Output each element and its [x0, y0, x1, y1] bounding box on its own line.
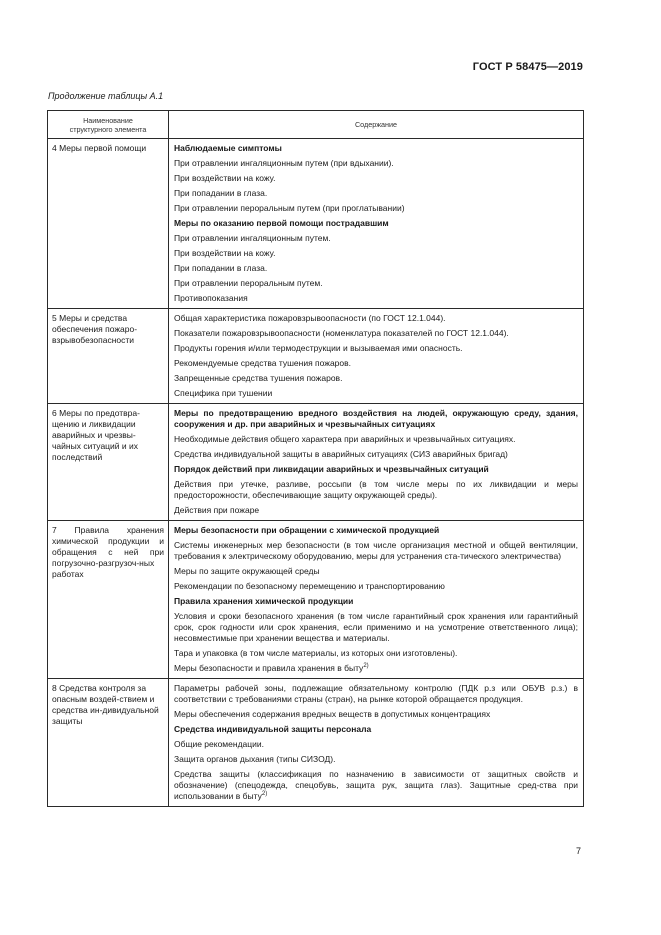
content-line — [174, 709, 578, 720]
content-line — [174, 263, 578, 274]
content-line — [174, 754, 578, 765]
section-content — [169, 521, 584, 679]
content-line-text: Меры по предотвращению вредного воздействия на людей, окружающую среду, здания, сооружения и др. при аварийных и чрезвычайных ситуациях — [174, 408, 578, 429]
content-line-text: Наблюдаемые симптомы — [174, 143, 282, 153]
section-content — [169, 679, 584, 807]
content-line — [174, 293, 578, 304]
table-header-row — [48, 111, 584, 139]
content-subheading — [174, 408, 578, 430]
content-subheading — [174, 464, 578, 475]
content-line-text: При воздействии на кожу. — [174, 248, 276, 258]
content-line-text: Средства защиты (классификация по назначению в зависимости от защитных свойств и обозначение) (спецодежда, спецобувь, защита рук, защита глаз). Защитные сред-ства при использовании в быту — [174, 769, 578, 801]
content-line — [174, 173, 578, 184]
structural-element-name: 7 Правила хранения химической продукции и обращения с ней при погрузочно-разгрузоч-ных работах — [48, 521, 169, 679]
content-line — [174, 158, 578, 169]
content-line-text: Действия при утечке, разливе, россыпи (в том числе меры по их ликвидации и меры предосторожности, обеспечивающие защиту окружающей среды). — [174, 479, 578, 500]
content-line — [174, 663, 578, 674]
content-line — [174, 434, 578, 445]
content-line-text: Меры по защите окружающей среды — [174, 566, 320, 576]
content-line — [174, 611, 578, 644]
structural-element-name: 4 Меры первой помощи — [48, 139, 169, 309]
structural-element-name: 6 Меры по предотвра-щению и ликвидации аварийных и чрезвы-чайных ситуаций и их последствий — [48, 404, 169, 521]
content-line-text: Условия и сроки безопасного хранения (в том числе гарантийный срок хранения или гарантийный срок, срок годности или срок хранения, если применимо и на усмотрение ответственного лица); несовместимые при хранении вещества и материалы. — [174, 611, 578, 643]
page-number: 7 — [576, 846, 582, 856]
content-line-text: Порядок действий при ликвидации аварийных и чрезвычайных ситуаций — [174, 464, 489, 474]
content-line — [174, 313, 578, 324]
content-subheading — [174, 596, 578, 607]
content-line-text: Специфика при тушении — [174, 388, 273, 398]
content-line-text: Средства индивидуальной защиты в аварийных ситуациях (СИЗ аварийных бригад) — [174, 449, 508, 459]
content-line-text: Рекомендации по безопасному перемещению и транспортированию — [174, 581, 445, 591]
content-line — [174, 203, 578, 214]
content-line-text: При отравлении ингаляционным путем. — [174, 233, 331, 243]
content-line — [174, 566, 578, 577]
content-line-text: При воздействии на кожу. — [174, 173, 276, 183]
section-content — [169, 309, 584, 404]
table-caption: Продолжение таблицы А.1 — [48, 91, 164, 101]
table-row — [48, 521, 584, 679]
content-line-text: При попадании в глаза. — [174, 263, 268, 273]
content-line-text: При попадании в глаза. — [174, 188, 268, 198]
content-line — [174, 540, 578, 562]
section-content — [169, 404, 584, 521]
content-subheading — [174, 143, 578, 154]
table-row — [48, 679, 584, 807]
content-line-text: Параметры рабочей зоны, подлежащие обязательному контролю (ПДК р.з или ОБУВ р.з.) в соответствии с требованиями страны (стран), на рынке которой обращается продукция. — [174, 683, 578, 704]
document-id: ГОСТ Р 58475—2019 — [472, 61, 583, 73]
content-line-text: Общие рекомендации. — [174, 739, 264, 749]
structural-element-name: 5 Меры и средства обеспечения пожаро-взрывобезопасности — [48, 309, 169, 404]
content-line-text: Правила хранения химической продукции — [174, 596, 354, 606]
content-line-text: Общая характеристика пожаровзрывоопасности (по ГОСТ 12.1.044). — [174, 313, 446, 323]
footnote-marker: 2) — [261, 791, 268, 798]
column-header-name: Наименование структурного элемента — [48, 111, 169, 139]
content-line — [174, 328, 578, 339]
content-line — [174, 769, 578, 802]
content-line-text: При отравлении пероральным путем. — [174, 278, 323, 288]
table-row — [48, 404, 584, 521]
content-line-text: Тара и упаковка (в том числе материалы, из которых они изготовлены). — [174, 648, 458, 658]
content-line-text: Меры безопасности и правила хранения в быту — [174, 663, 364, 673]
content-line — [174, 581, 578, 592]
content-line-text: При отравлении ингаляционным путем (при вдыхании). — [174, 158, 394, 168]
content-line-text: Системы инженерных мер безопасности (в том числе организация местной и общей вентиляции, требования к электрическому оборудованию, меры для устранения ста-тического электричества) — [174, 540, 578, 561]
content-line — [174, 358, 578, 369]
content-line-text: Запрещенные средства тушения пожаров. — [174, 373, 343, 383]
content-line — [174, 278, 578, 289]
content-line — [174, 505, 578, 516]
content-line — [174, 233, 578, 244]
content-subheading — [174, 218, 578, 229]
content-line-text: Меры по оказанию первой помощи пострадавшим — [174, 218, 389, 228]
content-line — [174, 388, 578, 399]
content-line — [174, 248, 578, 259]
content-line-text: Меры обеспечения содержания вредных веществ в допустимых концентрациях — [174, 709, 491, 719]
content-line-text: Действия при пожаре — [174, 505, 260, 515]
table-row — [48, 139, 584, 309]
content-line — [174, 479, 578, 501]
content-line — [174, 449, 578, 460]
content-line-text: При отравлении пероральным путем (при проглатывании) — [174, 203, 405, 213]
content-line-text: Средства индивидуальной защиты персонала — [174, 724, 372, 734]
content-line — [174, 343, 578, 354]
table-row — [48, 309, 584, 404]
content-subheading — [174, 724, 578, 735]
section-content — [169, 139, 584, 309]
content-line-text: Защита органов дыхания (типы СИЗОД). — [174, 754, 336, 764]
structural-element-name: 8 Средства контроля за опасным воздей-ствием и средства ин-дивидуальной защиты — [48, 679, 169, 807]
content-line-text: Продукты горения и/или термодеструкции и вызываемая ими опасность. — [174, 343, 463, 353]
content-subheading — [174, 525, 578, 536]
footnote-marker: 2) — [363, 663, 369, 670]
content-line — [174, 648, 578, 659]
content-line — [174, 683, 578, 705]
content-line — [174, 739, 578, 750]
content-line — [174, 188, 578, 199]
column-header-content: Содержание — [169, 111, 584, 139]
content-line-text: Меры безопасности при обращении с химической продукцией — [174, 525, 440, 535]
content-table — [47, 110, 584, 807]
content-line — [174, 373, 578, 384]
content-line-text: Необходимые действия общего характера при аварийных и чрезвычайных ситуациях. — [174, 434, 516, 444]
content-line-text: Рекомендуемые средства тушения пожаров. — [174, 358, 352, 368]
content-line-text: Противопоказания — [174, 293, 248, 303]
content-line-text: Показатели пожаровзрывоопасности (номенклатура показателей по ГОСТ 12.1.044). — [174, 328, 509, 338]
